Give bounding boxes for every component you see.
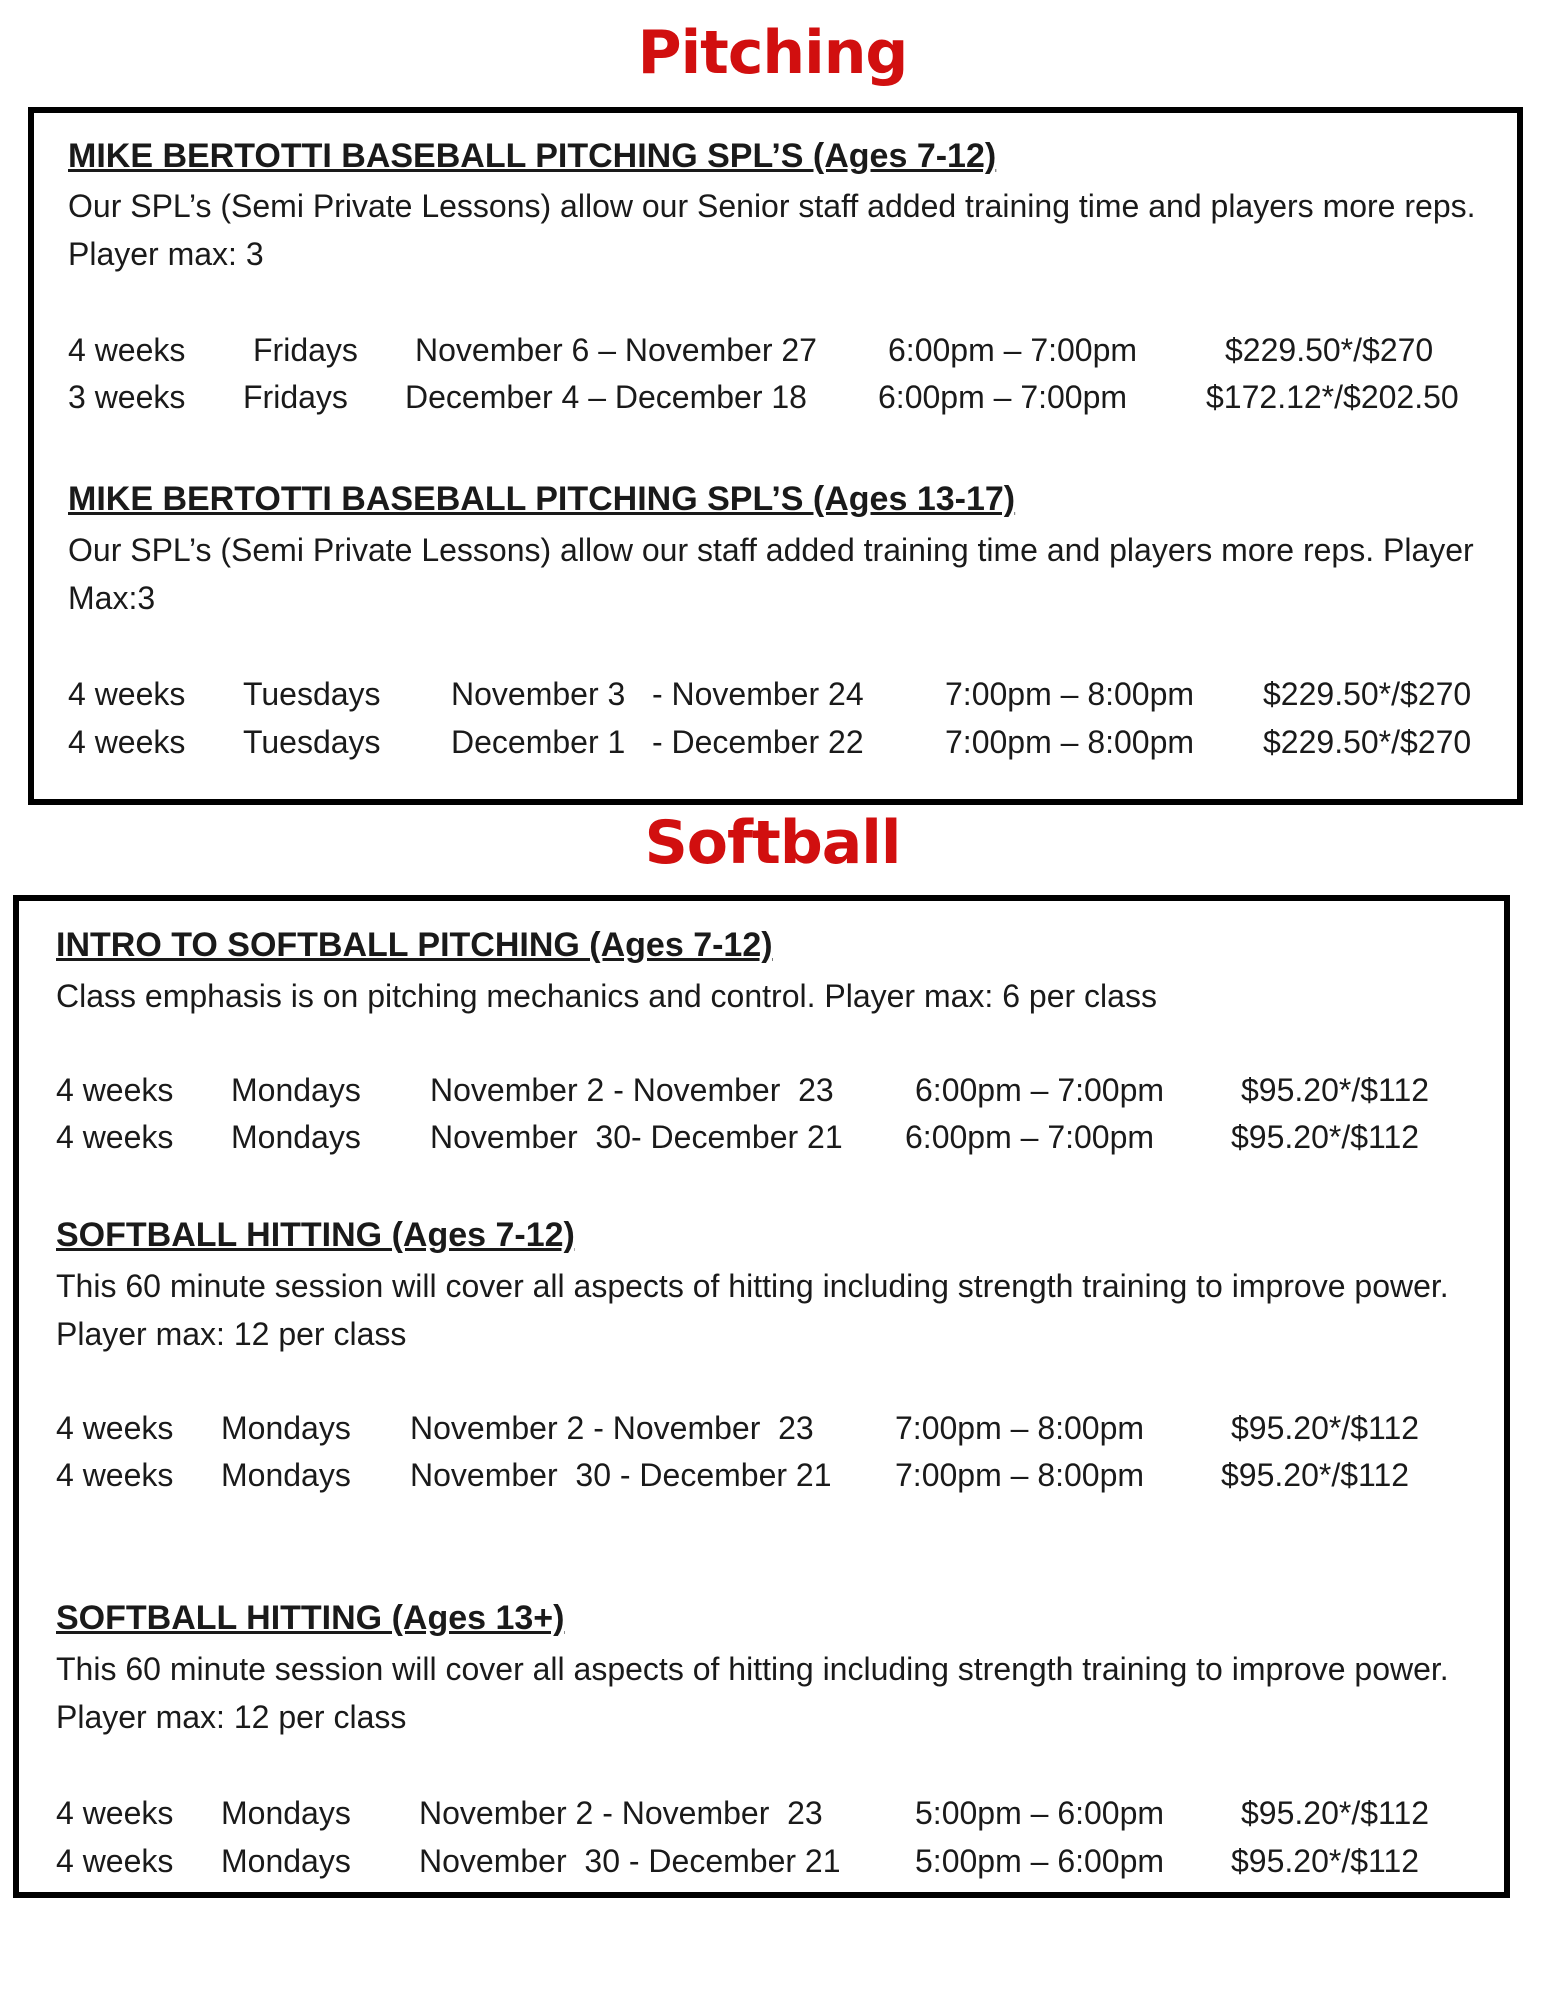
session-duration: 3 weeks — [68, 379, 186, 415]
session-duration: 4 weeks — [56, 1795, 174, 1831]
softball-box — [13, 895, 1510, 1898]
session-time: 7:00pm – 8:00pm — [895, 1410, 1145, 1446]
program-description: Our SPL’s (Semi Private Lessons) allow our Senior staff added training time and players more reps. Player max: 3 — [68, 188, 1476, 272]
session-day: Fridays — [243, 379, 348, 415]
session-price: $95.20*/$112 — [1231, 1410, 1420, 1446]
program-description: This 60 minute session will cover all aspects of hitting including strength training to improve power. Player max: 12 per class — [56, 1651, 1449, 1735]
program-title: INTRO TO SOFTBALL PITCHING (Ages 7-12) — [56, 926, 773, 964]
session-time: 6:00pm – 7:00pm — [888, 332, 1138, 368]
session-price: $229.50*/$270 — [1263, 724, 1472, 760]
session-duration: 4 weeks — [68, 724, 186, 760]
session-day: Fridays — [253, 332, 358, 368]
session-time: 6:00pm – 7:00pm — [905, 1119, 1155, 1155]
session-price: $229.50*/$270 — [1225, 332, 1434, 368]
session-dates: November 30 - December 21 — [410, 1457, 832, 1493]
session-day: Mondays — [221, 1457, 351, 1493]
session-day: Mondays — [221, 1843, 351, 1879]
session-duration: 4 weeks — [56, 1410, 174, 1446]
session-day: Mondays — [221, 1410, 351, 1446]
session-time: 7:00pm – 8:00pm — [895, 1457, 1145, 1493]
session-duration: 4 weeks — [56, 1843, 174, 1879]
program-title: SOFTBALL HITTING (Ages 7-12) — [56, 1216, 575, 1254]
session-day: Tuesdays — [243, 724, 381, 760]
program-title: SOFTBALL HITTING (Ages 13+) — [56, 1599, 565, 1637]
session-day: Mondays — [221, 1795, 351, 1831]
session-dates: November 2 - November 23 — [419, 1795, 823, 1831]
session-time: 5:00pm – 6:00pm — [915, 1795, 1165, 1831]
session-time: 6:00pm – 7:00pm — [915, 1072, 1165, 1108]
session-time: 6:00pm – 7:00pm — [878, 379, 1128, 415]
program-description: Class emphasis is on pitching mechanics and control. Player max: 6 per class — [56, 978, 1157, 1014]
program-description: Our SPL’s (Semi Private Lessons) allow our staff added training time and players more reps. Player Max:3 — [68, 532, 1474, 616]
session-dates: November 6 – November 27 — [415, 332, 817, 368]
session-dates: December 4 – December 18 — [405, 379, 807, 415]
session-price: $95.20*/$112 — [1241, 1795, 1430, 1831]
session-price: $95.20*/$112 — [1231, 1843, 1420, 1879]
session-day: Mondays — [231, 1119, 361, 1155]
session-price: $95.20*/$112 — [1231, 1119, 1420, 1155]
session-duration: 4 weeks — [56, 1072, 174, 1108]
session-dates: December 1 - December 22 — [451, 724, 864, 760]
program-title: MIKE BERTOTTI BASEBALL PITCHING SPL’S (Ages 13-17) — [68, 480, 1016, 518]
session-day: Tuesdays — [243, 676, 381, 712]
session-dates: November 2 - November 23 — [430, 1072, 834, 1108]
session-price: $172.12*/$202.50 — [1206, 379, 1459, 415]
session-duration: 4 weeks — [56, 1457, 174, 1493]
session-dates: November 30 - December 21 — [419, 1843, 841, 1879]
session-day: Mondays — [231, 1072, 361, 1108]
session-duration: 4 weeks — [56, 1119, 174, 1155]
softball-heading: Softball — [644, 808, 901, 878]
session-duration: 4 weeks — [68, 676, 186, 712]
session-price: $95.20*/$112 — [1221, 1457, 1410, 1493]
program-title: MIKE BERTOTTI BASEBALL PITCHING SPL’S (Ages 7-12) — [68, 137, 997, 175]
session-time: 7:00pm – 8:00pm — [945, 724, 1195, 760]
session-price: $95.20*/$112 — [1241, 1072, 1430, 1108]
program-description: This 60 minute session will cover all aspects of hitting including strength training to improve power. Player max: 12 per class — [56, 1268, 1449, 1352]
pitching-heading: Pitching — [637, 18, 908, 88]
session-time: 5:00pm – 6:00pm — [915, 1843, 1165, 1879]
session-duration: 4 weeks — [68, 332, 186, 368]
session-price: $229.50*/$270 — [1263, 676, 1472, 712]
session-dates: November 30- December 21 — [430, 1119, 843, 1155]
session-time: 7:00pm – 8:00pm — [945, 676, 1195, 712]
session-dates: November 2 - November 23 — [410, 1410, 814, 1446]
session-dates: November 3 - November 24 — [451, 676, 864, 712]
